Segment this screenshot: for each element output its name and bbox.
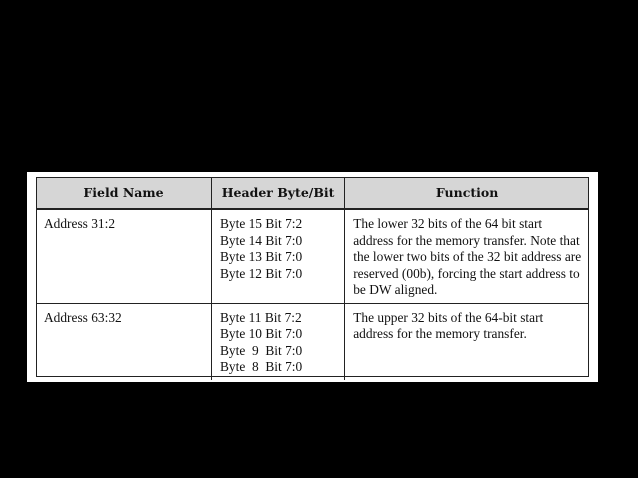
byte-bit-cell [211,209,344,303]
header-byte-bit: Header Byte/Bit [211,177,344,209]
field-name-cell: Address 63:32 [36,303,211,380]
byte-bit-line: Byte 14 Bit 7:0 [219,232,303,248]
byte-bit-line: Byte 9 Bit 7:0 [219,342,303,358]
function-cell: The lower 32 bits of the 64 bit start address for the memory transfer. Note that the lower two bits of the 32 bit address are reserved (00b), forcing the start address to be DW aligned. [345,209,589,303]
header-field-name: Field Name [36,177,211,209]
field-name-cell: Address 31:2 [36,209,211,303]
table-row [36,209,589,303]
byte-bit-line: Byte 15 Bit 7:2 [219,216,303,231]
byte-bit-line: Byte 10 Bit 7:0 [219,326,303,341]
table-row [36,303,589,380]
byte-bit-line: Byte 8 Bit 7:0 [219,359,303,374]
header-function: Function [345,177,589,209]
field-table [36,177,589,380]
byte-bit-line: Byte 11 Bit 7:2 [219,309,302,325]
byte-bit-line: Byte 13 Bit 7:0 [219,249,303,264]
table-card [27,172,598,382]
function-cell: The upper 32 bits of the 64-bit start address for the memory transfer. [345,303,589,380]
table-header-row [36,177,589,209]
byte-bit-cell [211,303,344,380]
byte-bit-line: Byte 12 Bit 7:0 [219,265,303,281]
